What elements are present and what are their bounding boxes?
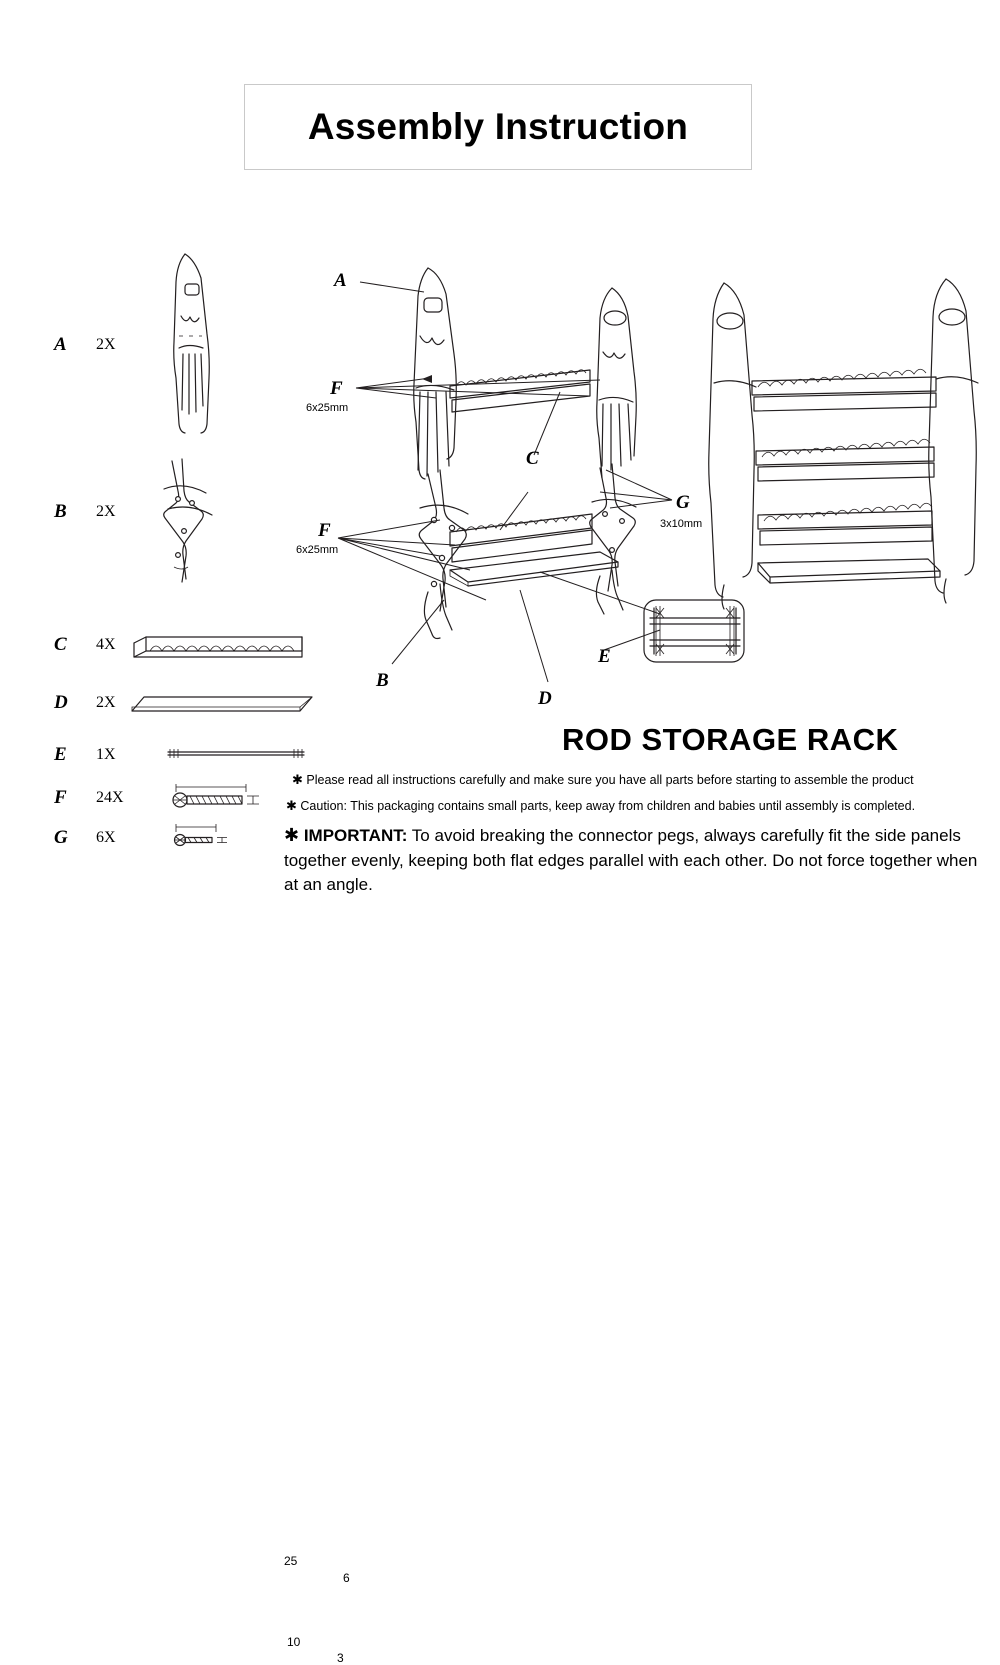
callout-c: C — [526, 448, 539, 469]
assembly-right-lower-panel — [590, 464, 636, 591]
callout-e: E — [598, 646, 611, 667]
product-name: ROD STORAGE RACK — [562, 722, 899, 757]
callout-g-size: 3x10mm — [660, 518, 703, 530]
part-qty-e: 1X — [96, 746, 116, 763]
part-f-dim-width: 6 — [343, 1571, 350, 1585]
part-letter-e: E — [54, 744, 67, 765]
parts-row-c — [46, 625, 316, 665]
part-letter-c: C — [54, 634, 67, 655]
part-qty-a: 2X — [96, 336, 116, 353]
assembly-shelves — [450, 552, 618, 586]
part-qty-d: 2X — [96, 694, 116, 711]
part-qty-c: 4X — [96, 636, 116, 653]
part-letter-b: B — [54, 501, 67, 522]
parts-row-e — [46, 735, 316, 775]
note-text-2: Caution: This packaging contains small parts, keep away from children and babies until assembly is completed. — [300, 799, 916, 813]
part-art-side-panel-lower — [148, 455, 248, 585]
note-star-3: ✱ — [284, 825, 300, 845]
part-g-dim-width: 3 — [337, 1651, 344, 1665]
part-g-dim-length: 10 — [287, 1635, 301, 1649]
part-art-long-rod — [126, 735, 316, 775]
note-caution — [286, 798, 915, 814]
note-important-label: IMPORTANT: — [303, 826, 408, 845]
callout-f-bottom-size: 6x25mm — [296, 544, 339, 556]
note-star-2: ✱ — [286, 798, 297, 813]
callout-g: G — [676, 492, 690, 513]
note-read-instructions — [292, 772, 914, 788]
parts-row-d — [46, 683, 316, 723]
part-art-flat-shelf — [126, 683, 316, 723]
note-star-1: ✱ — [292, 772, 303, 787]
callout-f-bottom: F — [318, 520, 331, 541]
assembly-right-upper-panel — [597, 288, 637, 478]
part-qty-g: 6X — [96, 829, 116, 846]
note-text-3: To avoid breaking the connector pegs, always carefully fit the side panels together evenly, keeping both flat edges parallel with each other. Do not force together when at an angle. — [284, 826, 978, 895]
part-qty-f: 24X — [96, 789, 124, 806]
part-art-notched-rail — [126, 625, 316, 665]
callout-f-top-size: 6x25mm — [306, 402, 349, 414]
part-qty-b: 2X — [96, 503, 116, 520]
callout-a: A — [334, 270, 347, 291]
assembly-upper-rails — [450, 370, 590, 412]
assembly-left-upper-panel — [414, 268, 457, 479]
part-f-dim-length: 25 — [284, 1554, 298, 1568]
assembly-lower-rails — [450, 514, 592, 562]
page-title: Assembly Instruction — [307, 106, 689, 147]
assembly-left-lower-panel — [419, 470, 468, 611]
note-text-1: Please read all instructions carefully and make sure you have all parts before starting to assemble the product — [306, 773, 914, 787]
callout-b: B — [376, 670, 389, 691]
callout-d: D — [538, 688, 552, 709]
title-box — [244, 84, 752, 170]
detail-inset-e — [640, 596, 750, 668]
part-letter-d: D — [54, 692, 68, 713]
part-letter-g: G — [54, 827, 68, 848]
part-letter-f: F — [54, 787, 67, 808]
finished-product-diagram — [700, 265, 990, 625]
part-art-side-panel-upper — [155, 250, 245, 435]
assembly-feet — [424, 570, 623, 639]
note-important — [284, 822, 984, 898]
part-letter-a: A — [54, 334, 67, 355]
callout-f-top: F — [330, 378, 343, 399]
